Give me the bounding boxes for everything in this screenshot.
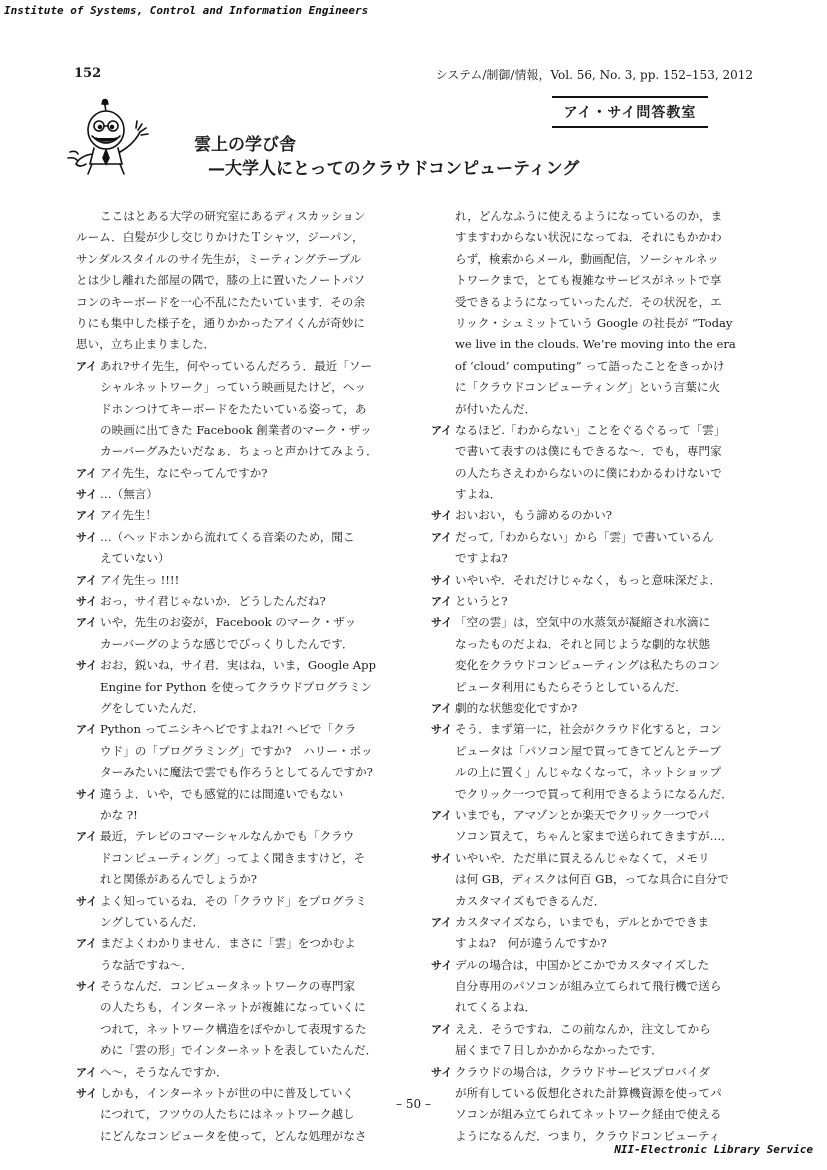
text-line xyxy=(76,399,394,420)
speaker-label: サイ xyxy=(76,659,98,673)
line-text: ソコンが組み立てられてネットワーク経由で使える xyxy=(455,1107,722,1122)
text-line xyxy=(431,976,757,997)
line-text: 最近，テレビのコマーシャルなんかでも「クラウ xyxy=(100,829,355,844)
text-line xyxy=(431,377,757,398)
text-line xyxy=(76,570,394,591)
line-text: of ‘cloud’ computing” って語ったことをきっかけ xyxy=(455,358,725,373)
line-text: つれて，ネットワーク構造をぼやかして表現するた xyxy=(100,1021,367,1036)
text-line xyxy=(76,548,394,569)
line-text: カーバーグのような感じでびっくりしたんです． xyxy=(100,636,354,651)
text-line xyxy=(431,719,757,740)
speaker-label: アイ xyxy=(76,359,98,373)
line-text: グをしていたんだ． xyxy=(100,700,205,715)
line-text: ターみたいに魔法で雲でも作ろうとしてるんですか? xyxy=(100,765,373,780)
text-line xyxy=(76,463,394,484)
line-text: とは少し離れた部屋の隅で，膝の上に置いたノートパソ xyxy=(76,273,366,288)
line-text: クラウドの場合は，クラウドサービスプロバイダ xyxy=(455,1064,711,1079)
line-text: の人たちさえわからないのに僕にわかるわけないで xyxy=(455,465,722,480)
footer-page-number: – 50 – xyxy=(396,1097,431,1111)
text-line xyxy=(431,270,757,291)
line-text: よく知っているね．その「クラウド」をプログラミ xyxy=(100,893,367,908)
line-text: ええ．そうですね．この前なんか，注文してから xyxy=(455,1021,711,1036)
line-text: いやいや．それだけじゃなく，もっと意味深だよ． xyxy=(455,572,722,587)
speaker-label: サイ xyxy=(431,958,453,972)
text-line xyxy=(76,634,394,655)
line-text: 受できるようになっていったんだ．その状況を，エ xyxy=(455,294,722,309)
line-text: だって,「わからない」から「雲」で書いているん xyxy=(455,529,714,544)
line-text: ソコン買えて，ちゃんと家まで送られてきますが…． xyxy=(455,829,733,844)
text-line xyxy=(431,548,757,569)
line-text: すますわからない状況になってね．それにもかかわ xyxy=(455,230,722,245)
text-line xyxy=(431,677,757,698)
line-text: 思い，立ち止まりました． xyxy=(76,337,216,352)
text-line xyxy=(431,570,757,591)
speaker-label: アイ xyxy=(431,915,453,929)
text-line xyxy=(431,441,757,462)
text-line xyxy=(431,655,757,676)
text-line xyxy=(76,655,394,676)
text-line xyxy=(76,912,394,933)
speaker-label: アイ xyxy=(76,830,98,844)
line-text: カーバーグみたいだなぁ．ちょっと声かけてみよう． xyxy=(100,444,378,459)
line-text: すよね? 何が違うんですか? xyxy=(455,936,607,951)
line-text: そう．まず第一に，社会がクラウド化すると，コン xyxy=(455,722,722,737)
text-line xyxy=(431,420,757,441)
line-text: しかも，インターネットが世の中に普及していく xyxy=(100,1086,355,1101)
text-line xyxy=(76,377,394,398)
speaker-label: サイ xyxy=(431,851,453,865)
line-text: ようになるんだ．つまり，クラウドコンピューティ xyxy=(455,1128,721,1143)
page-number: 152 xyxy=(74,66,102,81)
speaker-label: アイ xyxy=(431,530,453,544)
text-line xyxy=(76,356,394,377)
text-line xyxy=(76,227,394,248)
text-line xyxy=(76,741,394,762)
text-line xyxy=(431,356,757,377)
text-line xyxy=(431,869,757,890)
text-line xyxy=(431,292,757,313)
line-text: カスタマイズなら，いまでも，デルとかでできま xyxy=(455,914,710,929)
speaker-label: アイ xyxy=(431,423,453,437)
line-text: リック・シュミットていう Google の社長が “Today xyxy=(455,315,733,330)
line-text: おお，鋭いね，サイ君．実はね，いま，Google App xyxy=(100,658,376,673)
text-line xyxy=(431,591,757,612)
line-text: ここはとある大学の研究室にあるディスカッション xyxy=(100,209,366,223)
text-line xyxy=(431,612,757,633)
line-text: そうなんだ．コンピュータネットワークの専門家 xyxy=(100,979,356,994)
line-text: 変化をクラウドコンピューティングは私たちのコン xyxy=(455,658,721,673)
line-text: アイ先生！ xyxy=(100,508,157,523)
text-line xyxy=(76,997,394,1018)
line-text: いや，先生のお姿が，Facebook のマーク・ザッ xyxy=(100,615,357,630)
journal-citation: システム/制御/情報，Vol. 56, No. 3, pp. 152–153, 2012 xyxy=(435,68,753,82)
text-line xyxy=(76,933,394,954)
line-text: りにも集中した様子を，通りかかったアイくんが奇妙に xyxy=(76,315,365,330)
text-line xyxy=(76,677,394,698)
speaker-label: サイ xyxy=(431,573,453,587)
line-text: というと? xyxy=(455,594,508,609)
column-title: アイ・サイ問答教室 xyxy=(552,96,708,128)
speaker-label: アイ xyxy=(76,937,98,951)
text-line xyxy=(431,784,757,805)
text-line xyxy=(76,698,394,719)
line-text: いやいや．ただ単に買えるんじゃなくて，メモリ xyxy=(455,850,710,865)
text-line xyxy=(76,762,394,783)
library-footer: NII-Electronic Library Service xyxy=(614,1143,813,1156)
speaker-label: アイ xyxy=(431,701,453,715)
text-line xyxy=(431,762,757,783)
text-line xyxy=(76,784,394,805)
right-column xyxy=(431,206,757,1147)
line-text: サンダルスタイルのサイ先生が，ミーティングテーブル xyxy=(76,251,362,266)
speaker-label: アイ xyxy=(76,723,98,737)
line-text: 違うよ．いや，でも感覚的には間違いでもない xyxy=(100,786,344,801)
text-line xyxy=(431,227,757,248)
text-line xyxy=(76,484,394,505)
text-line xyxy=(76,505,394,526)
speaker-label: サイ xyxy=(76,980,98,994)
speaker-label: サイ xyxy=(431,509,453,523)
text-line xyxy=(76,869,394,890)
text-line xyxy=(76,334,394,355)
line-text: 劇的な状態変化ですか? xyxy=(455,700,578,715)
line-text: デルの場合は，中国かどこかでカスタマイズした xyxy=(455,957,710,972)
speaker-label: サイ xyxy=(76,1087,98,1101)
text-line xyxy=(76,591,394,612)
line-text: が所有している仮想化された計算機資源を使ってパ xyxy=(455,1086,722,1101)
text-line xyxy=(431,505,757,526)
text-line xyxy=(76,976,394,997)
line-text: は何 GB，ディスクは何百 GB，ってな具合に自分で xyxy=(455,872,729,887)
line-text: うな話ですね～． xyxy=(100,957,193,972)
speaker-label: アイ xyxy=(76,1065,98,1079)
text-line xyxy=(431,1019,757,1040)
speaker-label: アイ xyxy=(431,808,453,822)
text-line xyxy=(431,955,757,976)
line-text: にどんなコンピュータを使って，どんな処理がなさ xyxy=(100,1128,367,1143)
line-text: カスタマイズもできるんだ． xyxy=(455,893,606,908)
text-line xyxy=(76,1126,394,1147)
text-line xyxy=(431,891,757,912)
line-text: ですよね? xyxy=(455,551,508,566)
line-text: Python ってニシキヘビですよね?! ヘビで「クラ xyxy=(100,722,357,737)
text-line xyxy=(76,826,394,847)
line-text: ングしているんだ． xyxy=(100,914,205,929)
speaker-label: アイ xyxy=(76,573,98,587)
text-line xyxy=(76,249,394,270)
text-line xyxy=(431,484,757,505)
line-text: の映画に出てきた Facebook 創業者のマーク・ザッ xyxy=(100,422,372,437)
text-line xyxy=(76,612,394,633)
left-column xyxy=(76,206,394,1147)
line-text: ウド」の「プログラミング」ですか? ハリー・ポッ xyxy=(100,743,373,758)
line-text: 「空の雲」は，空気中の水蒸気が凝縮され水滴に xyxy=(455,615,711,630)
text-line xyxy=(431,527,757,548)
text-line xyxy=(76,848,394,869)
text-line xyxy=(431,463,757,484)
line-text: に「クラウドコンピューティング」という言葉に火 xyxy=(455,380,721,395)
text-line xyxy=(76,719,394,740)
line-text: まだよくわかりません．まさに「雲」をつかむよ xyxy=(100,936,356,951)
line-text: …（無言） xyxy=(100,487,158,502)
text-line xyxy=(76,891,394,912)
line-text: Engine for Python を使ってクラウドプログラミン xyxy=(100,679,373,694)
line-text: 自分専用のパソコンが組み立てられて飛行機で送ら xyxy=(455,979,722,994)
line-text: …（ヘッドホンから流れてくる音楽のため，聞こ xyxy=(100,529,355,544)
text-line xyxy=(431,848,757,869)
text-line xyxy=(76,270,394,291)
article-subtitle: —大学人にとってのクラウドコンピューティング xyxy=(208,159,580,179)
line-text: すよね． xyxy=(455,487,502,502)
line-text: ドコンピューティング」ってよく聞きますけど，そ xyxy=(100,850,366,865)
line-text: トワークまで，とても複雑なサービスがネットで享 xyxy=(455,273,722,288)
text-line xyxy=(431,912,757,933)
line-text: アイ先生，なにやってんですか? xyxy=(100,465,268,480)
text-line xyxy=(76,1062,394,1083)
line-text: で書いて表すのは僕にもできるな～．でも，専門家 xyxy=(455,444,722,459)
text-line xyxy=(431,249,757,270)
speaker-label: サイ xyxy=(76,595,98,609)
line-text: ルーム．白髪が少し交じりかけたＴシャツ，ジーパン， xyxy=(76,230,364,245)
text-line xyxy=(431,206,757,227)
text-line xyxy=(431,334,757,355)
line-text: アイ先生っ !!!! xyxy=(100,572,180,587)
text-line xyxy=(76,292,394,313)
text-line xyxy=(76,527,394,548)
line-text: れてくるよね． xyxy=(455,1000,537,1015)
line-text: えていない） xyxy=(100,551,170,566)
text-line xyxy=(431,826,757,847)
speaker-label: サイ xyxy=(431,723,453,737)
text-line xyxy=(431,1040,757,1061)
text-line xyxy=(76,955,394,976)
speaker-label: アイ xyxy=(76,509,98,523)
line-text: おいおい，もう諦めるのかい? xyxy=(455,508,612,523)
text-line xyxy=(431,805,757,826)
line-text: めに「雲の形」でインターネットを表していたんだ． xyxy=(100,1043,378,1058)
text-line xyxy=(431,634,757,655)
text-line xyxy=(76,313,394,334)
text-line xyxy=(76,420,394,441)
text-line xyxy=(431,997,757,1018)
line-text: れと関係があるんでしょうか? xyxy=(100,872,257,887)
institute-header: Institute of Systems, Control and Information Engineers xyxy=(4,4,369,17)
text-line xyxy=(76,206,394,227)
speaker-label: アイ xyxy=(76,616,98,630)
line-text: コンのキーボードを一心不乱にたたいています．その余 xyxy=(76,294,365,309)
line-text: でクリック一つで買って利用できるようになるんだ． xyxy=(455,786,733,801)
line-text: が付いたんだ． xyxy=(455,401,537,416)
text-line xyxy=(431,933,757,954)
line-text: we live in the clouds. We’re moving into the era xyxy=(455,337,736,352)
speaker-label: アイ xyxy=(431,595,453,609)
speaker-label: サイ xyxy=(76,488,98,502)
line-text: シャルネットワーク」っていう映画見たけど，ヘッ xyxy=(100,380,367,395)
speaker-label: サイ xyxy=(431,1065,453,1079)
text-line xyxy=(76,1019,394,1040)
line-text: いまでも，アマゾンとか楽天でクリック一つでパ xyxy=(455,807,710,822)
text-line xyxy=(431,741,757,762)
line-text: かな ?! xyxy=(100,807,138,822)
text-line xyxy=(431,1062,757,1083)
text-line xyxy=(431,399,757,420)
text-line xyxy=(76,1040,394,1061)
line-text: ピュータは「パソコン屋で買ってきてどんとテーブ xyxy=(455,743,721,758)
line-text: につれて，フツウの人たちにはネットワーク越し xyxy=(100,1107,355,1122)
speaker-label: アイ xyxy=(76,466,98,480)
line-text: ルの上に置く」んじゃなくなって，ネットショップ xyxy=(455,765,722,780)
line-text: 届くまで７日しかかからなかったです． xyxy=(455,1043,663,1058)
speaker-label: アイ xyxy=(431,1022,453,1036)
line-text: おっ，サイ君じゃないか．どうしたんだね? xyxy=(100,594,326,609)
text-line xyxy=(76,441,394,462)
line-text: らず，検索からメール，動画配信，ソーシャルネッ xyxy=(455,251,719,266)
article-title: 雲上の学び舎 xyxy=(194,135,296,155)
speaker-label: サイ xyxy=(76,787,98,801)
text-line xyxy=(431,313,757,334)
mascot-icon xyxy=(66,98,162,178)
line-text: なるほど.「わからない」ことをぐるぐるって「雲」 xyxy=(455,422,726,437)
line-text: の人たちも，インターネットが複雑になっていくに xyxy=(100,1000,366,1015)
text-line xyxy=(76,805,394,826)
line-text: あれ?サイ先生，何やっているんだろう．最近「ソー xyxy=(100,358,373,373)
text-line xyxy=(431,698,757,719)
speaker-label: サイ xyxy=(76,894,98,908)
line-text: なったものだよね．それと同じような劇的な状態 xyxy=(455,636,711,651)
speaker-label: サイ xyxy=(76,530,98,544)
speaker-label: サイ xyxy=(431,616,453,630)
line-text: ドホンつけてキーボードをたたいている姿って，あ xyxy=(100,401,367,416)
line-text: へ～，そうなんですか． xyxy=(100,1064,228,1079)
line-text: れ，どんなふうに使えるようになっているのか，ま xyxy=(455,209,723,223)
line-text: ピュータ利用にもたらそうとしているんだ． xyxy=(455,679,687,694)
